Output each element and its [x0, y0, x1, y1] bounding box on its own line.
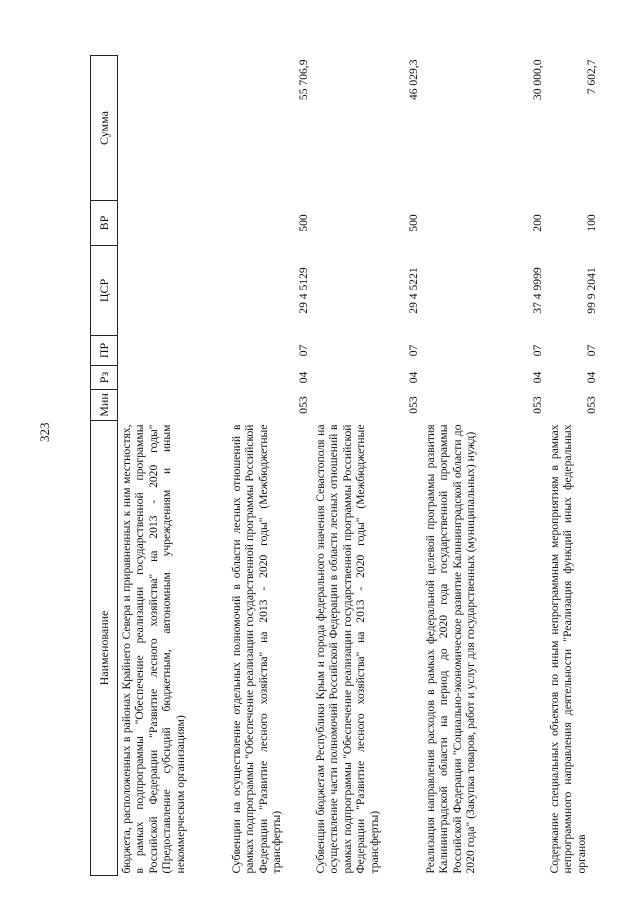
row-vr: 200 — [530, 214, 544, 232]
row-rz — [118, 366, 229, 390]
row-sum: 46 029,3 — [406, 59, 420, 101]
row-name: Содержание специальных объектов по иным непрограммным мероприятиям в рамках непрограммного направления деятельности "Реализация функций иных федеральных органов — [548, 424, 588, 874]
table-row — [312, 56, 422, 876]
header-sum: Сумма — [91, 56, 118, 201]
table-row — [228, 56, 312, 876]
header-rz: Рз — [91, 366, 118, 390]
row-pr: 07 — [406, 344, 420, 357]
row-sum: 7 602,7 — [584, 59, 598, 95]
row-vr: 100 — [584, 214, 598, 232]
table-row — [422, 56, 546, 876]
row-csr: 29 4 5129 — [296, 267, 310, 314]
budget-table — [90, 55, 600, 876]
row-pr: 07 — [530, 344, 544, 357]
row-name: Реализация направления расходов в рамках федеральной целевой программы развития Калининградской области на период до 2020 года государственной программы Российской Федерации "Социально-экономическое развитие Калининградской области до 2020 года" (Закупка товаров, работ и услуг для государственных (муниципальных) нужд) — [424, 424, 478, 874]
row-name: бюджета, расположенных в районах Крайнего Севера и приравненных к ним местностях, в рамках подпрограммы "Обеспечение реализации государственной программы Российской Федерации "Развитие лесного хозяйства" на 2013 - 2020 годы" (Предоставление субсидий бюджетным, автономным учреждениям и иным некоммерческим организациям) — [120, 424, 187, 874]
budget-table-rotated — [90, 56, 600, 876]
row-vr: 500 — [296, 214, 310, 232]
row-sum: 30 000,0 — [530, 59, 544, 101]
row-csr: 29 4 5221 — [406, 267, 420, 314]
row-rz: 04 — [530, 371, 544, 384]
header-csr: ЦСР — [91, 246, 118, 336]
row-csr — [118, 246, 229, 336]
table-row — [546, 56, 600, 876]
row-name: Субвенции бюджетам Республики Крым и города федерального значения Севастополя на осуществление части полномочий Российской Федерации в области лесных отношений в рамках подпрограммы "Обеспечение реализации государственной программы Российской Федерации "Развитие лесного хозяйства" на 2013 - 2020 годы" (Межбюджетные трансферты) — [314, 424, 381, 874]
row-vr: 500 — [406, 214, 420, 232]
row-pr — [118, 336, 229, 366]
page-number: 323 — [37, 422, 52, 442]
row-min: 053 — [406, 396, 420, 414]
row-sum — [118, 56, 229, 201]
row-min: 053 — [530, 396, 544, 414]
header-min: Мин — [91, 390, 118, 421]
table-row — [118, 56, 229, 876]
row-csr: 37 4 9999 — [530, 267, 544, 314]
row-vr — [118, 201, 229, 246]
row-rz: 04 — [584, 371, 598, 384]
header-name: Наименование — [91, 421, 118, 876]
row-min: 053 — [584, 396, 598, 414]
row-pr: 07 — [296, 344, 310, 357]
row-min — [118, 390, 229, 421]
row-rz: 04 — [406, 371, 420, 384]
row-name: Субвенции на осуществление отдельных полномочий в области лесных отношений в рамках подпрограммы "Обеспечение реализации государственной программы Российской Федерации "Развитие лесного хозяйства" на 2013 - 2020 годы" (Межбюджетные трансферты) — [230, 424, 284, 874]
header-vr: ВР — [91, 201, 118, 246]
row-pr: 07 — [584, 344, 598, 357]
row-min: 053 — [296, 396, 310, 414]
row-rz: 04 — [296, 371, 310, 384]
row-sum: 55 706,9 — [296, 59, 310, 101]
table-header — [91, 56, 118, 876]
header-pr: ПР — [91, 336, 118, 366]
row-csr: 99 9 2041 — [584, 267, 598, 314]
